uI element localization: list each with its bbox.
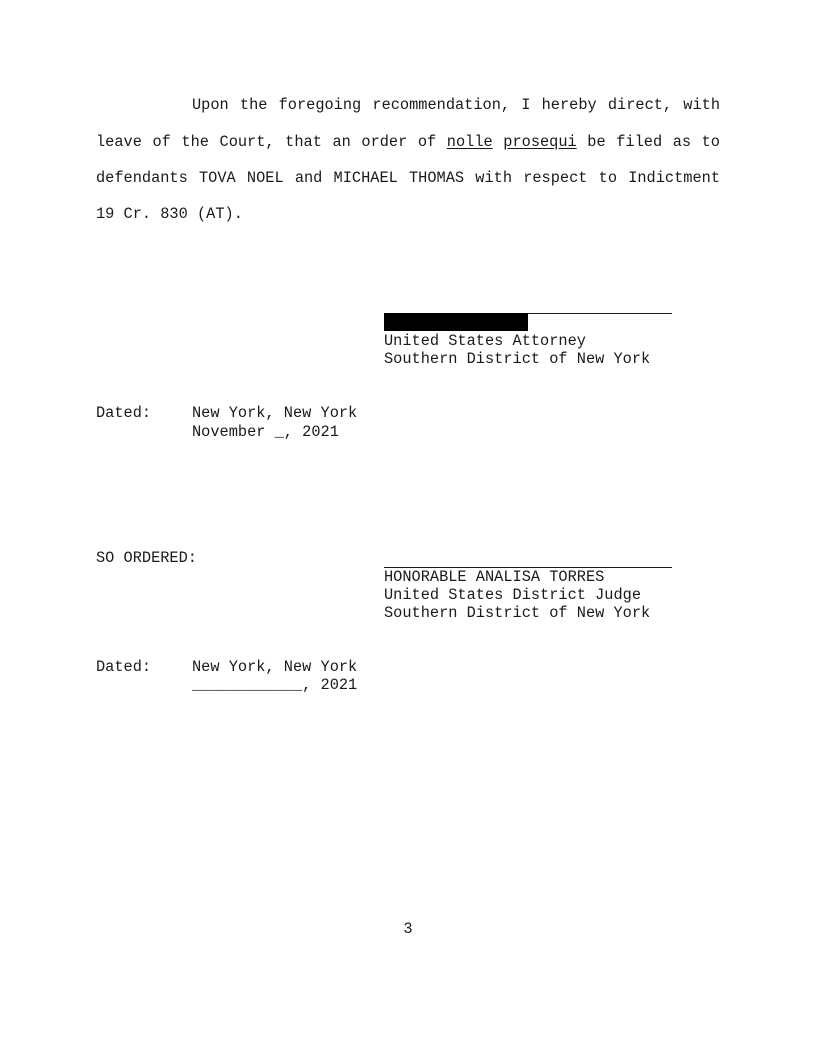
prosequi-term: prosequi [503,133,577,151]
dated-place: New York, New York [192,658,358,676]
judge-name: HONORABLE ANALISA TORRES [384,568,605,586]
judge-district: Southern District of New York [384,604,651,622]
paragraph-line-2: leave of the Court, that an order of nolle prosequi be filed as to [96,133,720,151]
so-ordered-label: SO ORDERED: [96,549,197,567]
dated-date: ____________, 2021 [192,676,358,694]
attorney-district: Southern District of New York [384,350,651,368]
nolle-term: nolle [446,133,493,151]
paragraph-line-3: defendants TOVA NOEL and MICHAEL THOMAS with respect to Indictment [96,169,720,187]
dated-label: Dated: [96,658,152,676]
dated-place: New York, New York [192,404,358,422]
dated-date: November _, 2021 [192,423,339,441]
paragraph-line-1: Upon the foregoing recommendation, I hereby direct, with [192,96,720,114]
page-number: 3 [403,920,413,938]
redacted-attorney-name [384,313,528,331]
dated-label: Dated: [96,404,152,422]
attorney-title: United States Attorney [384,332,586,350]
paragraph-line-4: 19 Cr. 830 (AT). [96,205,243,223]
judge-title: United States District Judge [384,586,642,604]
